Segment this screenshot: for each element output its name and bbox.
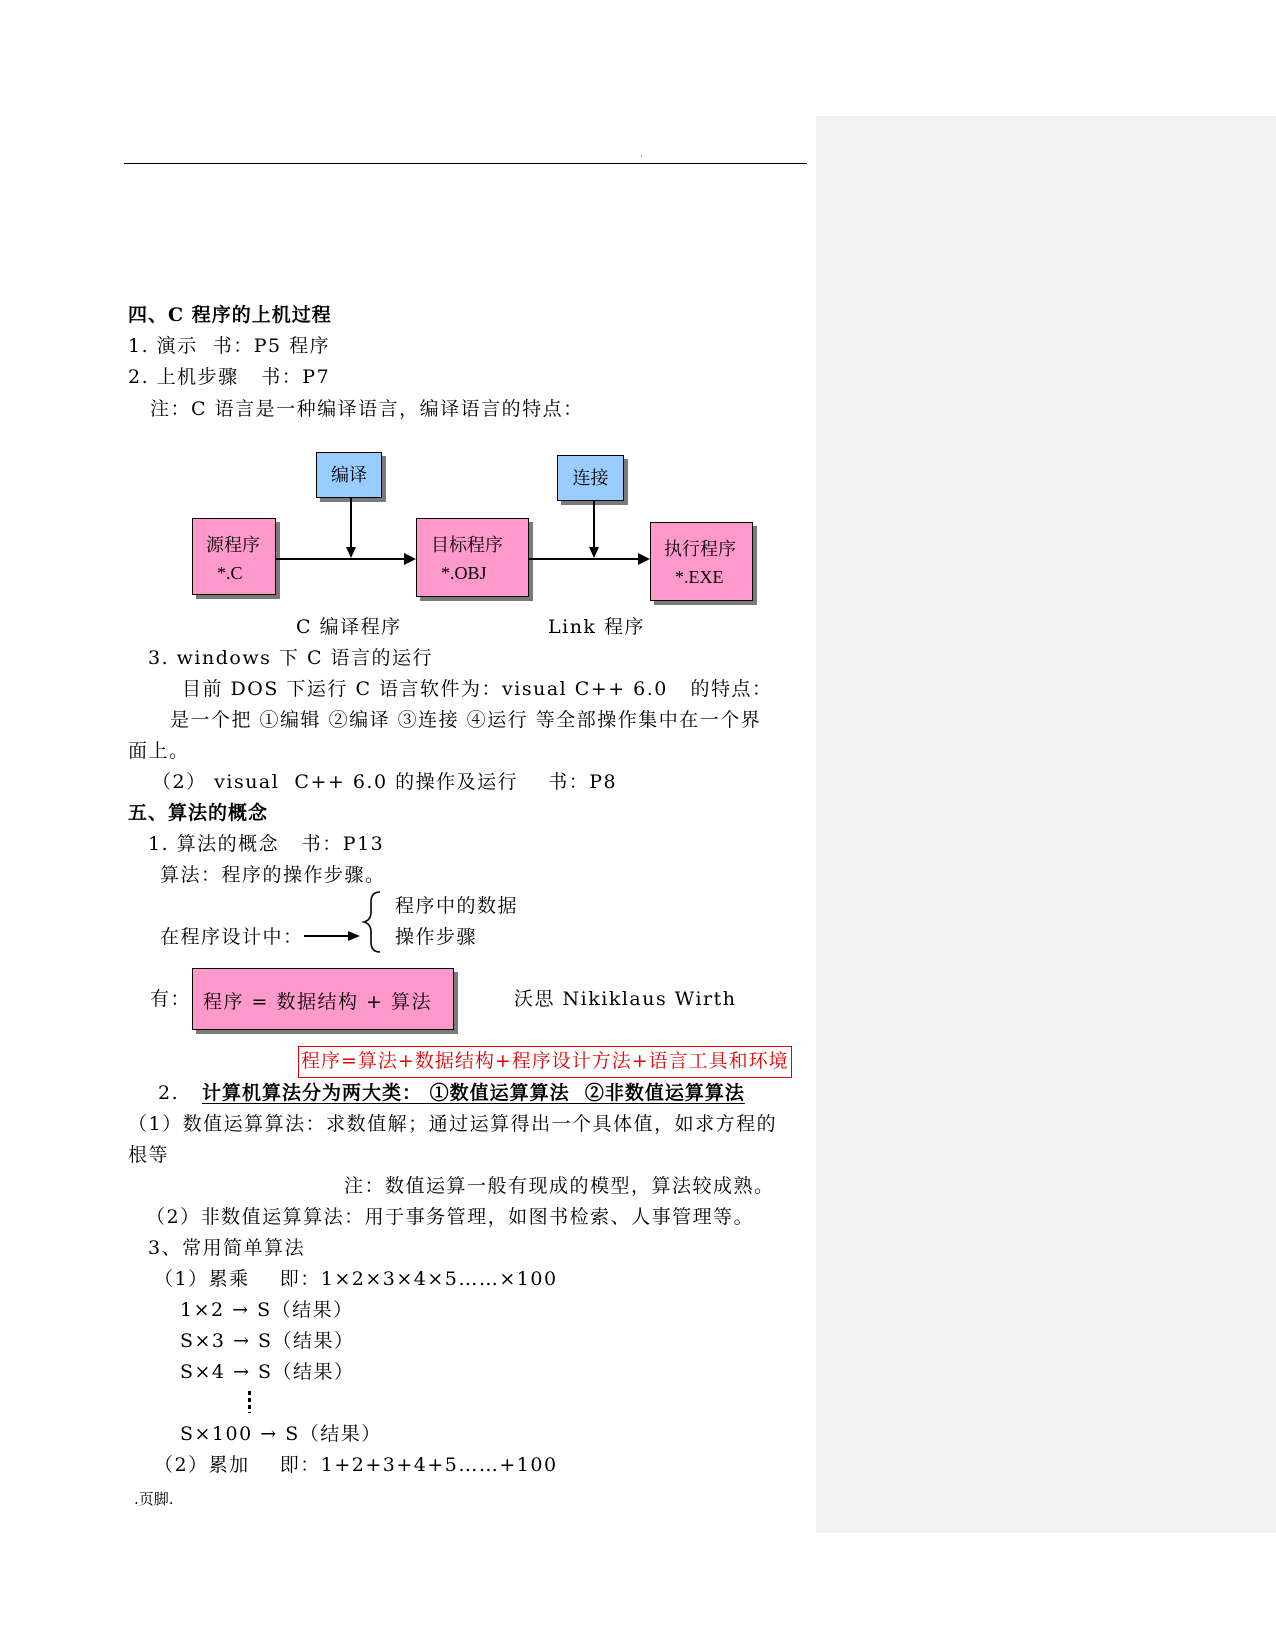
section-5-line-1: 1. 算法的概念 书：P13 xyxy=(148,833,385,855)
arrow-source-to-object xyxy=(276,558,404,560)
arrow-compile-down xyxy=(350,498,352,547)
header-rule xyxy=(124,163,807,164)
arrow-head-exe xyxy=(638,553,650,565)
wirth-credit: 沃思 Nikiklaus Wirth xyxy=(514,988,737,1010)
nonnumeric-algorithm: （2）非数值运算算法：用于事务管理，如图书检索、人事管理等。 xyxy=(146,1206,755,1228)
section-4-title: 四、C 程序的上机过程 xyxy=(128,304,332,326)
add-title: （2）累加 即：1+2+3+4+5……+100 xyxy=(154,1454,558,1476)
comment-pane xyxy=(816,116,1276,1533)
caption-linker: Link 程序 xyxy=(548,616,645,638)
extended-formula-box: 程序=算法+数据结构+程序设计方法+语言工具和环境 xyxy=(298,1046,792,1078)
arrow-object-to-exe xyxy=(529,558,638,560)
arrow-head-compile xyxy=(346,547,356,558)
arrow-head-object xyxy=(404,553,416,565)
multiply-title: （1）累乘 即：1×2×3×4×5……×100 xyxy=(154,1268,558,1290)
section-5-title: 五、算法的概念 xyxy=(128,802,269,824)
section-5-line-2: 算法：程序的操作步骤。 xyxy=(160,864,386,886)
exe-program-box xyxy=(650,522,753,601)
windows-line-3: （2） visual C++ 6.0 的操作及运行 书：P8 xyxy=(152,771,618,793)
exe-program-title: 执行程序 xyxy=(664,539,736,559)
section-4-line-2: 2. 上机步骤 书：P7 xyxy=(128,366,331,388)
windows-line-1: 目前 DOS 下运行 C 语言软件为：visual C++ 6.0 的特点： xyxy=(182,678,773,700)
link-box: 连接 xyxy=(557,455,624,501)
item-2-number: 2. xyxy=(158,1082,180,1104)
source-program-ext: *.C xyxy=(217,563,243,583)
vertical-ellipsis-icon xyxy=(248,1391,251,1413)
brace-item-steps: 操作步骤 xyxy=(395,926,478,948)
object-program-ext: *.OBJ xyxy=(441,563,487,583)
windows-line-2a: 是一个把 ①编辑 ②编译 ③连接 ④运行 等全部操作集中在一个界 xyxy=(170,709,762,731)
compile-box: 编译 xyxy=(316,452,382,498)
numeric-algorithm-b: 根等 xyxy=(128,1144,170,1166)
windows-title: 3. windows 下 C 语言的运行 xyxy=(148,647,434,669)
windows-line-2b: 面上。 xyxy=(128,740,190,762)
caption-compiler: C 编译程序 xyxy=(296,616,402,638)
have-label: 有： xyxy=(150,988,192,1010)
section-4-note: 注：C 语言是一种编译语言，编译语言的特点： xyxy=(150,398,584,420)
multiply-step-3: S×4 → S（结果） xyxy=(180,1361,355,1383)
arrow-head-link xyxy=(589,547,599,558)
multiply-step-2: S×3 → S（结果） xyxy=(180,1330,355,1352)
multiply-step-4: S×100 → S（结果） xyxy=(180,1423,382,1445)
arrow-link-down xyxy=(593,501,595,547)
source-program-box xyxy=(192,518,276,595)
in-design-label: 在程序设计中： xyxy=(160,926,304,948)
exe-program-ext: *.EXE xyxy=(675,567,724,587)
item-3-title: 3、常用简单算法 xyxy=(148,1237,306,1259)
item-2-heading: 计算机算法分为两大类： ①数值运算算法 ②非数值运算算法 xyxy=(202,1082,745,1104)
object-program-title: 目标程序 xyxy=(431,535,503,555)
section-4-line-1: 1. 演示 书：P5 程序 xyxy=(128,335,331,357)
numeric-algorithm-a: （1）数值运算算法：求数值解；通过运算得出一个具体值，如求方程的 xyxy=(128,1113,778,1135)
formula-box xyxy=(192,968,454,1030)
arrow-brace-icon xyxy=(300,888,390,954)
multiply-step-1: 1×2 → S（结果） xyxy=(180,1299,354,1321)
formula-text: 程序 = 数据结构 + 算法 xyxy=(203,991,432,1013)
page-footer: .页脚. xyxy=(134,1490,174,1508)
object-program-box xyxy=(416,518,529,597)
numeric-algorithm-note: 注：数值运算一般有现成的模型，算法较成熟。 xyxy=(344,1175,775,1197)
source-program-title: 源程序 xyxy=(206,535,260,555)
brace-item-data: 程序中的数据 xyxy=(395,895,519,917)
header-dot: . xyxy=(640,150,643,160)
